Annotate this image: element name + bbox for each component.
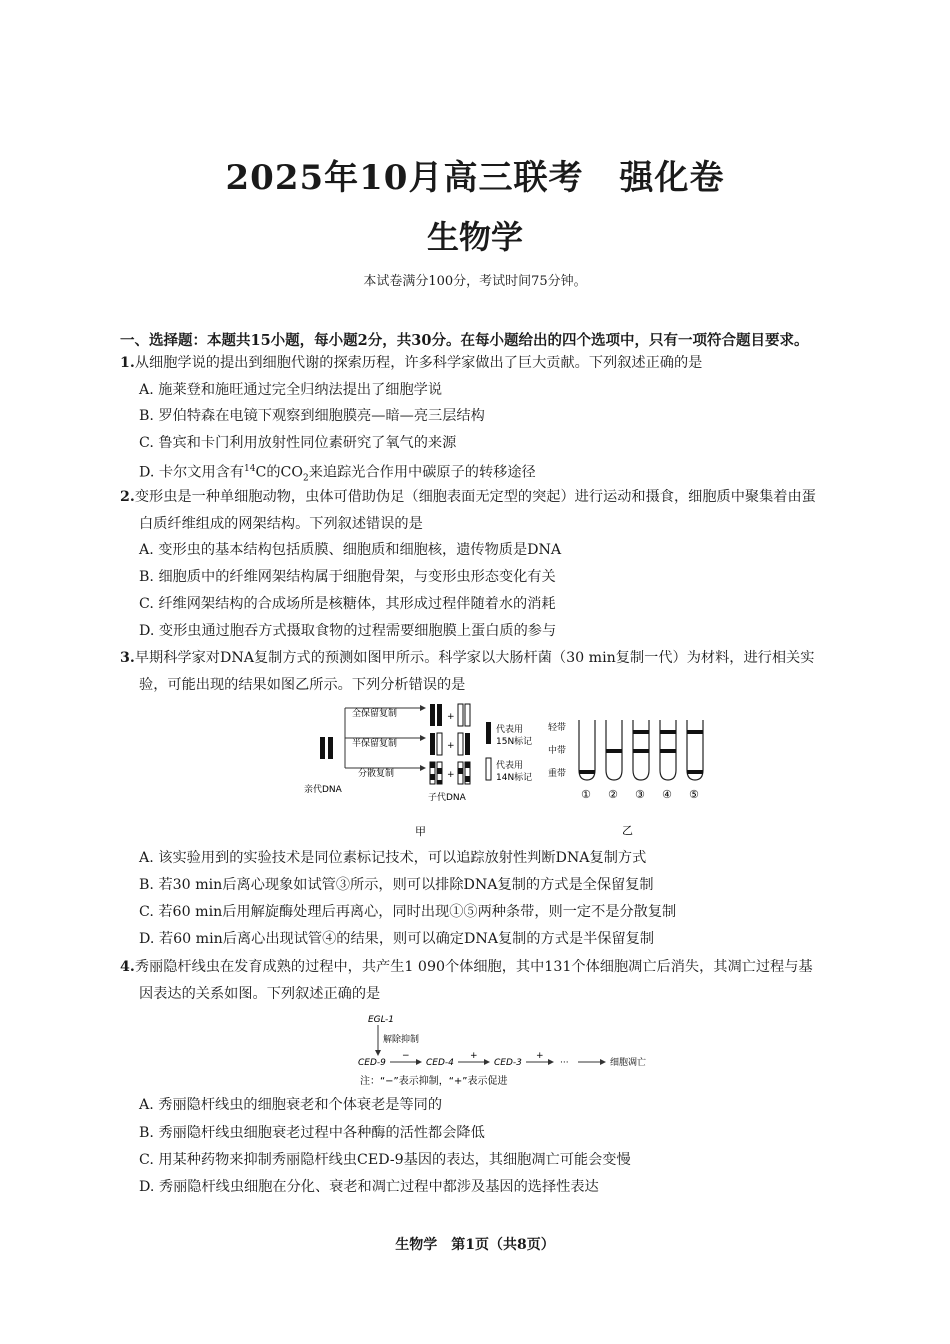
child-dna-label: 子代DNA [428,793,466,803]
figure-jia-label: 甲 [415,825,426,838]
dna-band [633,749,649,753]
mode-dispersive-label: 分散复制 [358,769,395,779]
q3-option-d: D. 若60 min后离心出现试管④的结果，则可以确定DNA复制的方式是半保留复制 [139,931,655,947]
q3-option-a: A. 该实验用到的实验技术是同位素标记技术，可以追踪放射性判断DNA复制方式 [139,850,647,866]
mode-conservative-label: 全保留复制 [352,709,398,719]
svg-text:−: − [402,1051,410,1061]
parent-strand-2 [328,737,333,759]
q4-option-c: C. 用某种药物来抑制秀丽隐杆线虫CED-9基因的表达，其细胞凋亡可能会变慢 [139,1152,631,1168]
ced4-label: CED-4 [426,1058,454,1068]
q4-option-b: B. 秀丽隐杆线虫细胞衰老过程中各种酶的活性都会降低 [139,1125,485,1141]
figure-apoptosis-pathway [350,1010,670,1090]
figure-yi-label: 乙 [622,824,633,837]
pathway-note: 注：“−”表示抑制，“+”表示促进 [360,1076,508,1087]
q1-option-c: C. 鲁宾和卡门利用放射性同位素研究了氧气的来源 [139,435,457,451]
q2-option-b: B. 细胞质中的纤维网架结构属于细胞骨架，与变形虫形态变化有关 [139,569,556,585]
q3-option-c: C. 若60 min后用解旋酶处理后再离心，同时出现①⑤两种条带，则一定不是分散复制 [139,904,677,920]
dna-band [606,749,622,753]
q1-option-b: B. 罗伯特森在电镜下观察到细胞膜亮—暗—亮三层结构 [139,408,485,424]
question-3-stem: 3.早期科学家对DNA复制方式的预测如图甲所示。科学家以大肠杆菌（30 min复制一代）为材料，进行相关实 [120,650,815,666]
svg-text:+: + [447,770,455,780]
egl1-label: EGL-1 [368,1015,394,1025]
subject-title: 生物学 [426,218,523,256]
tube-number-label: ⑤ [689,788,699,801]
svg-text:+: + [447,712,455,722]
page-title [0,150,950,199]
legend-14n-swatch [486,758,491,780]
ced3-label: CED-3 [494,1058,522,1068]
q1-option-a: A. 施莱登和施旺通过完全归纳法提出了细胞学说 [139,382,443,398]
svg-text:代表用: 代表用 [496,761,524,771]
svg-text:+: + [536,1051,544,1061]
parent-dna-label: 亲代DNA [304,785,342,795]
title-main: 2025年10月高三联考 [225,158,584,198]
dna-band [579,770,595,774]
relieve-inhibition-label: 解除抑制 [383,1035,420,1045]
band-heavy-label: 重带 [548,769,567,779]
legend-15n-swatch [486,722,491,744]
svg-text:+: + [470,1051,478,1061]
page-footer: 生物学 第1页（共8页） [395,1237,555,1253]
band-middle-label: 中带 [548,746,567,756]
apoptosis-label: 细胞凋亡 [610,1058,647,1068]
figure-yi-centrifuge-tubes [545,718,720,838]
q3-option-b: B. 若30 min后离心现象如试管③所示，则可以排除DNA复制的方式是全保留复制 [139,877,654,893]
dna-band [660,749,676,753]
svg-text:代表用: 代表用 [496,725,524,735]
tube-number-label: ① [581,788,591,801]
q2-option-c: C. 纤维网架结构的合成场所是核糖体，其形成过程伴随着水的消耗 [139,596,556,612]
svg-text:···: ··· [560,1058,569,1068]
ced9-label: CED-9 [358,1058,386,1068]
svg-text:14N标记: 14N标记 [496,773,533,783]
question-2-stem-cont: 白质纤维组成的网架结构。下列叙述错误的是 [139,516,423,532]
section-heading: 一、选择题：本题共15小题，每小题2分，共30分。在每小题给出的四个选项中，只有一项符合题目要求。 [120,332,809,349]
q1-option-d: D. 卡尔文用含有$^{14}$C的$CO_2$来追踪光合作用中碳原子的转移途径 [139,464,536,484]
dna-band [687,770,703,774]
q2-option-a: A. 变形虫的基本结构包括质膜、细胞质和细胞核，遗传物质是DNA [139,542,562,558]
question-2-stem: 2.变形虫是一种单细胞动物，虫体可借助伪足（细胞表面无定型的突起）进行运动和摄食，细胞质中聚集着由蛋 [120,489,816,505]
question-4-stem-cont: 因表达的关系如图。下列叙述正确的是 [139,986,381,1002]
q4-option-d: D. 秀丽隐杆线虫细胞在分化、衰老和凋亡过程中都涉及基因的选择性表达 [139,1179,599,1195]
question-3-stem-cont: 验，可能出现的结果如图乙所示。下列分析错误的是 [139,677,466,693]
tube-number-label: ④ [662,788,672,801]
question-1-stem: 1.从细胞学说的提出到细胞代谢的探索历程，许多科学家做出了巨大贡献。下列叙述正确的是 [120,355,703,371]
tube-number-label: ③ [635,788,645,801]
q2-option-d: D. 变形虫通过胞吞方式摄取食物的过程需要细胞膜上蛋白质的参与 [139,623,557,639]
svg-text:15N标记: 15N标记 [496,737,533,747]
exam-note: 本试卷满分100分，考试时间75分钟。 [363,274,587,289]
dna-band [660,730,676,734]
tube-number-label: ② [608,788,618,801]
parent-strand-1 [320,737,325,759]
question-4-stem: 4.秀丽隐杆线虫在发育成熟的过程中，共产生1 090个体细胞，其中131个体细胞凋亡后消失，其凋亡过程与基 [120,959,813,975]
svg-text:+: + [447,741,455,751]
band-light-label: 轻带 [548,723,567,733]
dna-band [687,730,703,734]
dna-band [633,730,649,734]
mode-semiconservative-label: 半保留复制 [352,739,398,749]
title-edition: 强化卷 [619,158,725,198]
figure-jia-dna-replication [300,700,540,840]
q4-option-a: A. 秀丽隐杆线虫的细胞衰老和个体衰老是等同的 [139,1097,443,1113]
